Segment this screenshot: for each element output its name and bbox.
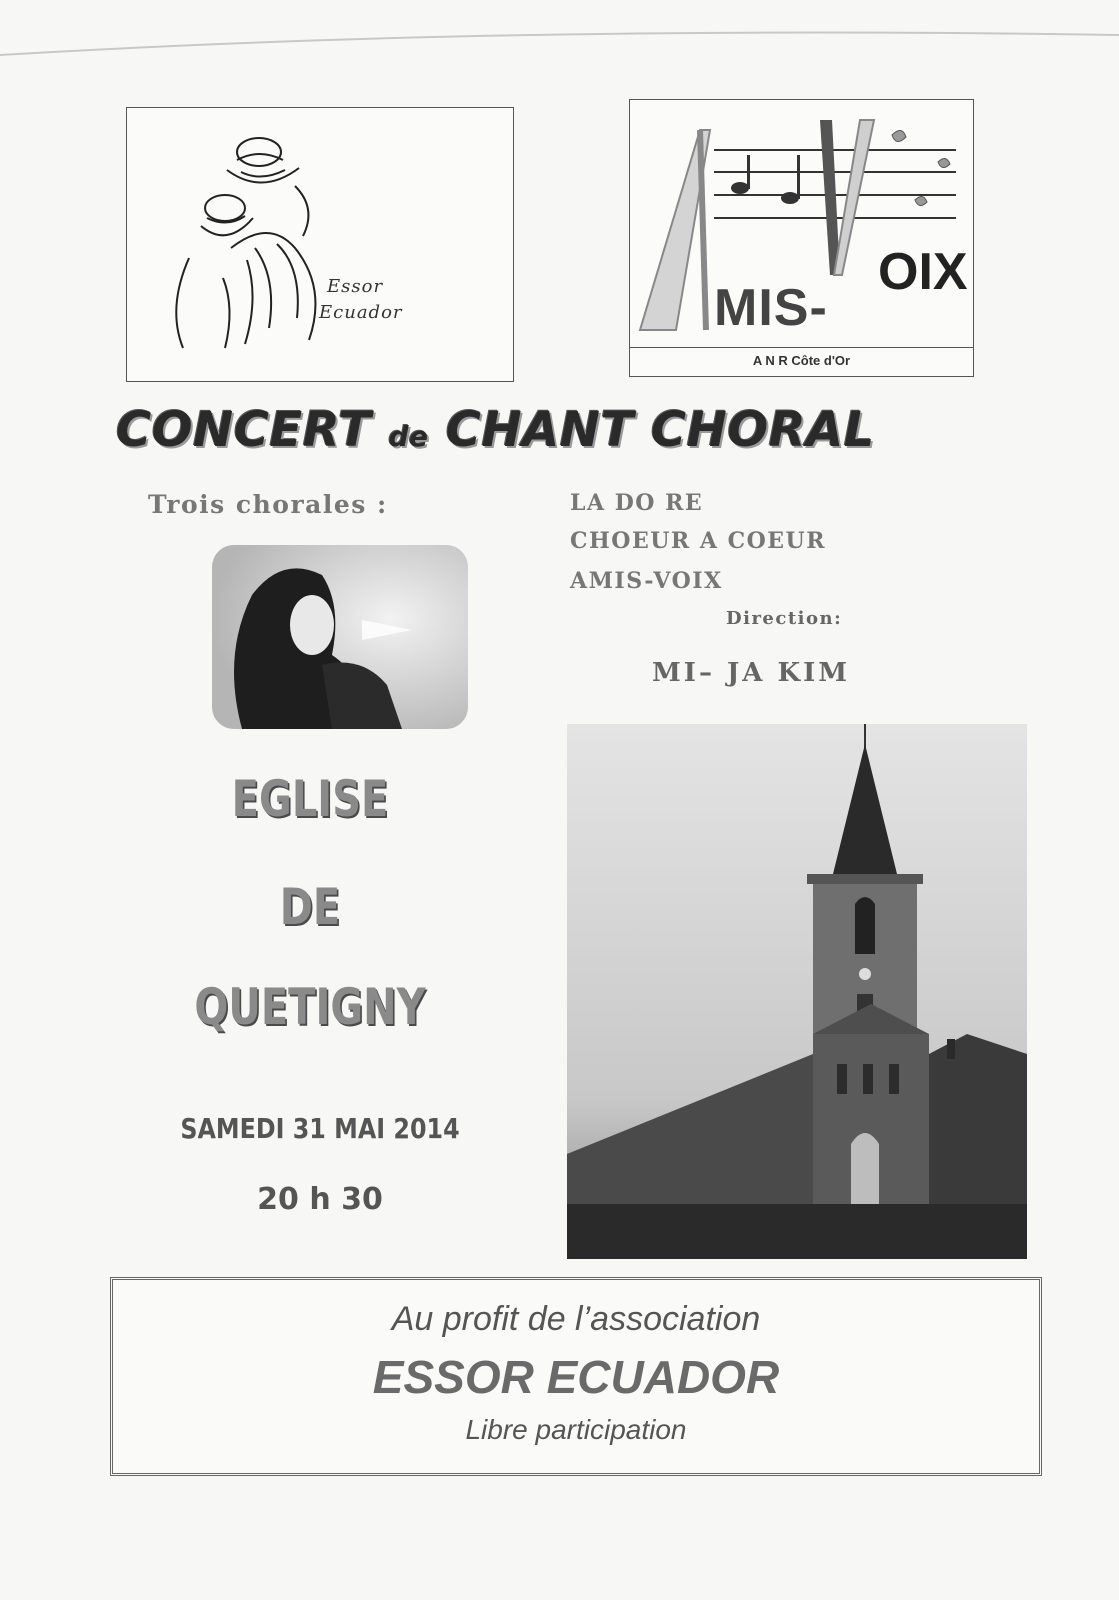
title-connector: de	[388, 420, 429, 453]
title-part-chant-choral: CHANT CHORAL	[445, 402, 875, 458]
amis-voix-logo-box	[629, 99, 974, 377]
event-time: 20 h 30	[257, 1182, 383, 1217]
event-date: SAMEDI 31 MAI 2014	[180, 1112, 460, 1145]
benefit-line-1: Au profit de l’association	[391, 1300, 761, 1338]
church-photo	[567, 724, 1027, 1259]
title-part-concert: CONCERT	[116, 402, 372, 458]
venue-line-3: QUETIGNY	[194, 978, 426, 1036]
venue-line-1: EGLISE	[231, 770, 389, 828]
essor-logo-line2: Ecuador	[319, 302, 403, 323]
benefit-box	[110, 1277, 1042, 1476]
choirs-intro: Trois chorales :	[148, 490, 388, 519]
director-name: MI– JA KIM	[652, 658, 851, 688]
choir-item: AMIS-VOIX	[570, 568, 723, 594]
direction-label: Direction:	[726, 608, 843, 629]
conductor-portrait-photo	[212, 545, 468, 729]
essor-logo-line1: Essor	[327, 276, 384, 297]
paper-fold-edge	[0, 0, 1119, 60]
amis-logo-word-mis: MIS-	[714, 279, 828, 337]
concert-title	[116, 402, 1016, 458]
essor-ecuador-logo-box	[126, 107, 514, 382]
benefit-line-3: Libre participation	[465, 1414, 687, 1445]
amis-logo-word-oix: OIX	[878, 243, 968, 301]
benefit-association-name: ESSOR ECUADOR	[372, 1351, 780, 1403]
venue-line-2: DE	[279, 878, 341, 936]
essor-ecuador-logo	[127, 108, 512, 380]
choir-item: LA DO RE	[570, 490, 704, 516]
choir-item: CHOEUR A COEUR	[570, 528, 826, 554]
amis-logo-divider	[630, 347, 973, 348]
amis-logo-caption: A N R Côte d'Or	[752, 353, 851, 368]
